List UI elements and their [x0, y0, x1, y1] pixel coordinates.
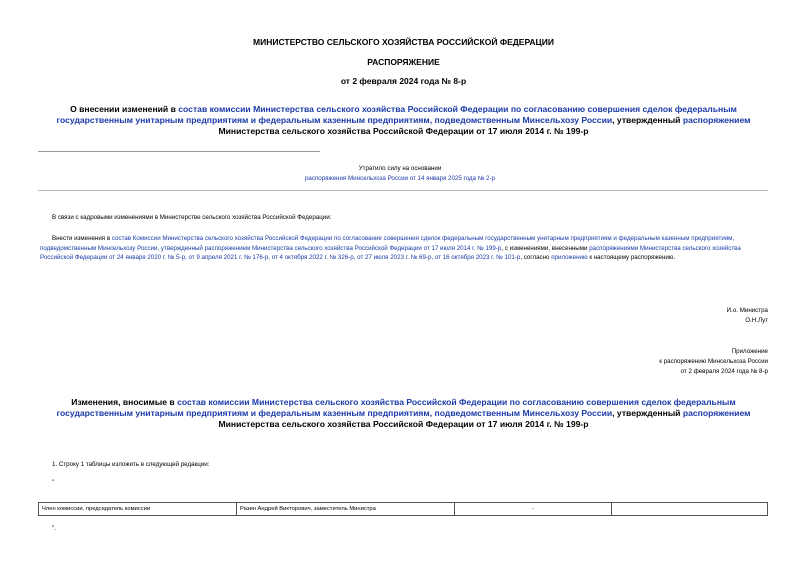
appendix-label: Приложение: [731, 348, 768, 355]
p2-link-commission[interactable]: состав Комиссии Министерства сельского хозяйства Российской Федерации по согласование совершения сделок федеральным государственным унитарным предприятиям и федеральным казенным предприятиям, подведомственным Минсельхозу России, утвержденный распоряжением Министерства сельского хозяйства Российской Федерации от 17 июля 2014 г. № 199-р: [40, 235, 735, 252]
title-prefix: О внесении изменений в: [70, 104, 179, 114]
table-cell-dash: -: [455, 503, 612, 516]
p2-link-orders[interactable]: распоряжениями Министерства сельского хозяйства Российской Федерации от 24 января 2020 г. № 5-р, от 9 апреля 2021 г. № 176-р, от 4 октября 2022 г. № 326-р, от 27 июля 2023 г. № 69-р, от 16 октября 2023 г. № 101-р: [40, 244, 741, 261]
appendix-title-link-commission[interactable]: состав комиссии Министерства сельского хозяйства Российской Федерации по согласованию совершения сделок федеральным государственным унитарным предприятиям и федеральным казенным предприятиям, подведомственным Минсельхозу России: [56, 397, 736, 418]
p2-text-a: Внести изменения в: [52, 235, 112, 242]
quote-close: ".: [52, 525, 56, 532]
p2-link-appendix[interactable]: приложению: [551, 254, 588, 261]
table-row: [39, 503, 768, 516]
body-paragraph-1: В связи с кадровыми изменениями в Министерстве сельского хозяйства Российской Федерации:: [52, 214, 332, 221]
status-note-link[interactable]: распоряжения Минсельхоза России от 14 января 2025 года № 2-р: [304, 175, 496, 182]
title-mid: , утвержденный: [612, 115, 683, 125]
appendix-title-mid: , утвержденный: [612, 408, 683, 418]
status-note-line1: Утратило силу на основании: [358, 165, 442, 172]
document-title: [40, 104, 767, 137]
title-link-order[interactable]: распоряжением: [682, 115, 751, 125]
ministry-heading: МИНИСТЕРСТВО СЕЛЬСКОГО ХОЗЯЙСТВА РОССИЙСКОЙ ФЕДЕРАЦИИ: [253, 37, 554, 47]
title-link-commission[interactable]: состав комиссии Министерства сельского хозяйства Российской Федерации по согласованию совершения сделок федеральным государственным унитарным предприятиям и федеральным казенным предприятиям, подведомственным Минсельхозу России: [56, 104, 737, 125]
signature-position: И.о. Министра: [726, 307, 768, 314]
signature-name: О.Н.Лут: [745, 317, 768, 324]
amended-table: [38, 502, 768, 516]
p2-text-c: , согласно: [520, 254, 552, 261]
appendix-date: от 2 февраля 2024 года № 8-р: [680, 368, 768, 375]
table-cell-person: Разин Андрей Викторович, заместитель Министра: [237, 503, 455, 516]
doc-date-number: от 2 февраля 2024 года № 8-р: [340, 76, 467, 86]
appendix-ref: к распоряжению Минсельхоза России: [659, 358, 768, 365]
quote-open: ": [52, 479, 55, 486]
body-paragraph-2: [40, 234, 768, 263]
status-divider: [38, 190, 768, 191]
p2-text-d: к настоящему распоряжению.: [587, 254, 676, 261]
doc-type-heading: РАСПОРЯЖЕНИЕ: [367, 57, 440, 67]
item-1-instruction: 1. Строку 1 таблицы изложить в следующей редакции:: [52, 461, 210, 468]
table-cell-role: Член комиссии, председатель комиссии: [39, 503, 237, 516]
appendix-title-prefix: Изменения, вносимые в: [71, 397, 178, 407]
table-cell-empty: [612, 503, 768, 516]
title-suffix: Министерства сельского хозяйства Российской Федерации от 17 июля 2014 г. № 199-р: [218, 126, 589, 136]
p2-text-b: , с изменениями, внесенными: [501, 244, 590, 252]
appendix-title: [40, 397, 767, 430]
title-divider: [38, 151, 320, 152]
appendix-title-suffix: Министерства сельского хозяйства Российской Федерации от 17 июля 2014 г. № 199-р: [218, 419, 589, 429]
appendix-title-link-order[interactable]: распоряжением: [682, 408, 751, 418]
